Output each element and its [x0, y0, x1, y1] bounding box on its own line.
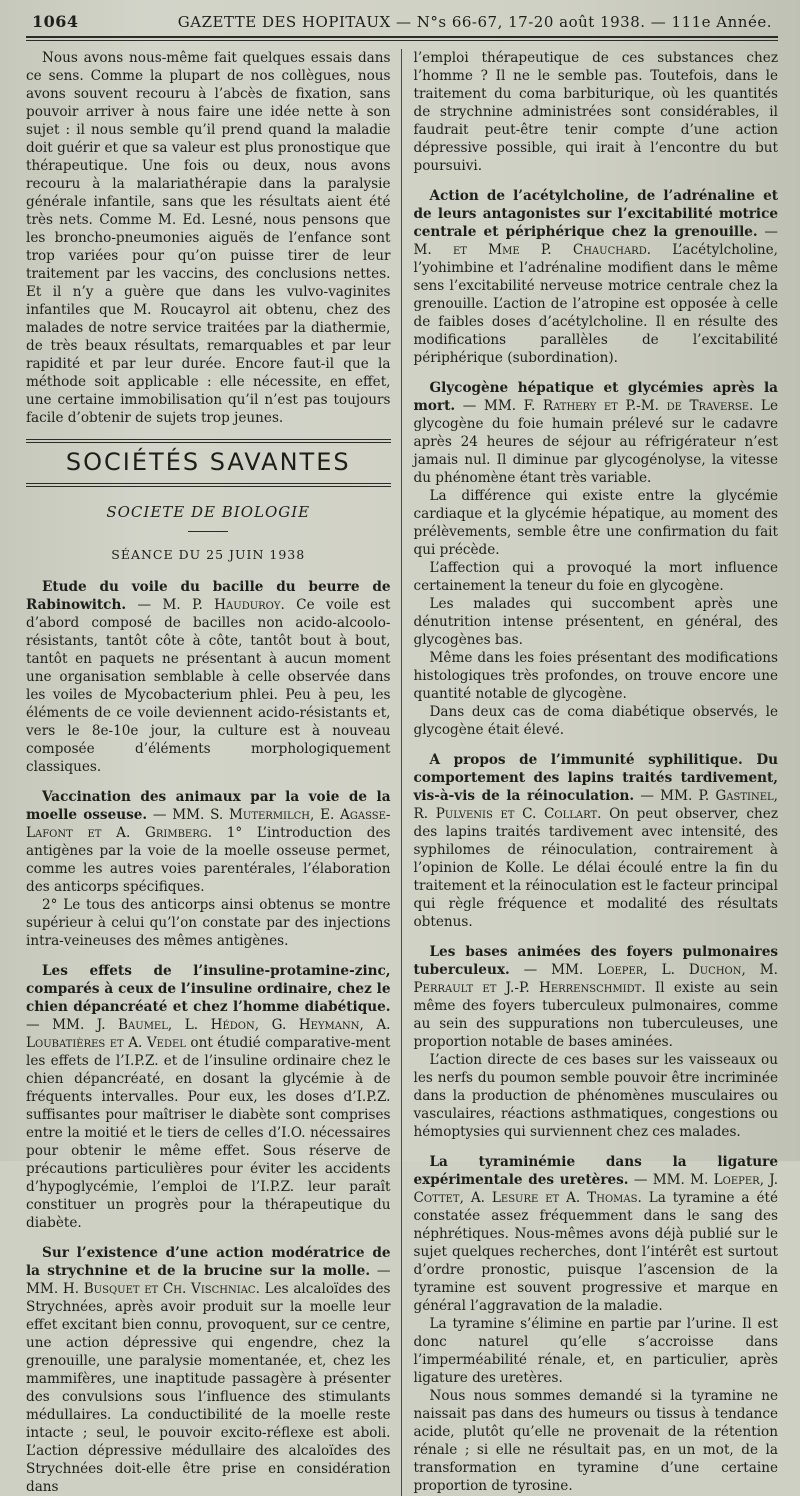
- section-title: SOCIÉTÉS SAVANTES: [65, 448, 351, 476]
- continuation-paragraph: l’emploi thérapeutique de ces substances chez l’homme ? Il ne le semble pas. Toutefois, dans le traitement du coma barbiturique, où les quantités de strychnine administrées sont considérables, il faudrait peut-être tenir compte d’une action dépressive possible, qui irait à l’encontre du but poursuivi.: [413, 50, 778, 174]
- entry-immunite: [414, 751, 779, 931]
- page-number: 1064: [32, 12, 79, 31]
- society-name: SOCIETE DE BIOLOGIE: [106, 503, 311, 521]
- entry-text: Ce voile est d’abord composé de bacilles non acido-alcoolo-résistants, tantôt côte à côte, tantôt bout à bout, tantôt en paquets ne présentant à aucun moment une organisation semblable à celle observée dans les voiles de Mycobacterium phlei. Peu à peu, les éléments de ce voile deviennent acido-résistants et, vers le 8e-10e jour, la culture est à nouveau composée d’éléments morphologiquement classiques.: [26, 597, 391, 775]
- entry-text: Le glycogène du foie humain prélevé sur le cadavre après 24 heures de séjour au réfrigérateur n’est jamais nul. Il diminue par glycogénolyse, la vitesse du phénomène étant très variable.: [413, 398, 778, 486]
- intro-paragraph: Nous avons nous-même fait quelques essais dans ce sens. Comme la plupart de nos collègues, nous avons souvent recouru à l’abcès de fixation, sans pouvoir arriver à nous faire une idée nette à son sujet : il nous semble qu’il prend quand la maladie doit guérir et que sa valeur est plus pronostique que thérapeutique. Une fois ou deux, nous avons recouru à la malariathérapie dans la paralysie générale infantile, sans que les résultats aient été très nets. Comme M. Ed. Lesné, nous pensons que les broncho-pneumonies aiguës de l’enfance sont trop variées pour qu’on puisse tirer de leur traitement par les vaccins, des conclusions nettes. Et il n’y a guère que dans les vulvo-vaginites infantiles que M. Roucayrol ait obtenu, chez des malades de notre service traitées par la diathermie, de très beaux résultats, remarquables et par leur rapidité et par leur durée. Encore faut-il que la méthode soit applicable : elle nécessite, en effet, une certaine immobilisation qu’il n’est pas toujours facile d’obtenir de sujets trop jeunes.: [26, 50, 391, 426]
- section-rule-top-2: [26, 442, 391, 443]
- entry-bases: [414, 943, 779, 1141]
- entry-authors: — MM. S. Mutermilch, E. Agasse-Lafont et A. Grimberg.: [26, 807, 391, 841]
- entry-paragraph: La différence qui existe entre la glycémie cardiaque et la glycémie hépatique, au moment des prélèvements, semble être une confirmation du fait qui précède.: [413, 488, 778, 558]
- section-rule-bottom-2: [26, 486, 391, 487]
- entry-text: 1° L’introduction des antigènes par la voie de la moelle osseuse permet, comme les autres voies parentérales, l’élaboration des anticorps spécifiques.: [26, 825, 391, 895]
- running-header: [26, 12, 778, 34]
- entry-text: L’acétylcholine, l’yohimbine et l’adrénaline modifient dans le même sens l’excitabilité nerveuse motrice centrale chez la grenouille. L’action de l’atropine est opposée à celle de faibles doses d’acétylcholine. Il en résulte des modifications parallèles de l’excitabilité périphérique (subordination).: [413, 242, 778, 366]
- header-rule: [26, 36, 778, 41]
- entry-authors: — MM. M. Loeper, J. Cottet, A. Lesure et A. Thomas.: [413, 1172, 779, 1206]
- entry-glycogene: [414, 379, 779, 739]
- right-column: [401, 49, 779, 1496]
- entry-text: Les alcaloïdes des Strychnées, après avoir produit sur la moelle leur effet excitant bien connu, provoquent, sur ce centre, une action dépressive qui engendre, chez la grenouille, une paralysie momentanée, et, chez les mammifères, une inaptitude passagère à présenter des convulsions sous l’influence des stimulants médullaires. La conductibilité de la moelle reste intacte ; seul, le pouvoir excito-réflexe est aboli. L’action dépressive médullaire des alcaloïdes des Strychnées doit-elle être prise en considération dans: [26, 1281, 391, 1495]
- entry-paragraph: La tyramine s’élimine en partie par l’urine. Il est donc naturel qu’elle s’accroisse dans l’imperméabilité rénale, et, en particulier, après ligature des uretères.: [413, 1316, 778, 1386]
- left-column: [26, 49, 401, 1496]
- section-rule-top: [26, 439, 391, 440]
- entry-authors: — MM. J. Baumel, L. Hédon, G. Heymann, A. Loubatières et A. Vedel: [26, 1017, 391, 1051]
- entry-text: La tyramine a été constatée assez fréquemment dans le sang des néphrétiques. Nous-mêmes avons déjà publié sur le sujet quelques recherches, dont l’intérêt est surtout d’ordre pronostic, puisque l’ascension de la tyramine est souvent progressive et marque en général l’aggravation de la maladie.: [413, 1190, 778, 1314]
- entry-text: On peut observer, chez des lapins traités tardivement avec intensité, des syphilomes de réinoculation, contrairement à l’opinion de Kolle. Le délai écoulé entre la fin du traitement et la réinoculation est le facteur principal qui règle fréquence et modalité des résultats obtenus.: [413, 806, 778, 930]
- entry-title: Vaccination des animaux par la voie de la moelle osseuse.: [26, 789, 391, 823]
- entry-acetylcholine: [414, 187, 779, 367]
- entry-authors: — MM. H. Busquet et Ch. Vischniac.: [26, 1263, 391, 1297]
- entry-paragraph: Dans deux cas de coma diabétique observés, le glycogène était élevé.: [413, 704, 778, 738]
- entry-text-extra: 2° Le tous des anticorps ainsi obtenus se montre supérieur à celui qu’l’on constate par des injections intra-veineuses des mêmes antigènes.: [26, 897, 391, 949]
- entry-title: Etude du voile du bacille du beurre de Rabinowitch.: [26, 579, 391, 613]
- seance-date: SÉANCE DU 25 JUIN 1938: [111, 547, 306, 562]
- entry-paragraph: Même dans les foies présentant des modifications histologiques très profondes, on trouve encore une quantité notable de glycogène.: [413, 650, 778, 702]
- journal-line: GAZETTE DES HOPITAUX — N°s 66-67, 17-20 août 1938. — 111e Année.: [177, 13, 772, 31]
- entry-title: A propos de l’immunité syphilitique. Du comportement des lapins traités tardivement, vis-à-vis de la réinoculation.: [413, 752, 778, 804]
- entry-vaccination: [26, 788, 391, 950]
- columns: [26, 49, 778, 1496]
- entry-title: Les effets de l’insuline-protamine-zinc, comparés à ceux de l’insuline ordinaire, chez le chien dépancréaté et chez l’homme diabétique.: [26, 963, 391, 1015]
- entry-text: Il existe au sein même des foyers tuberculeux pulmonaires, comme au sein des suppurations non tuberculeuses, une proportion notable de bases aminées.: [413, 980, 778, 1050]
- entry-authors: — MM. Loeper, L. Duchon, M. Perrault et J.-P. Herrenschmidt.: [413, 962, 778, 996]
- entry-strychnine: [26, 1244, 391, 1496]
- entry-authors: — MM. F. Rathery et P.-M. de Traverse.: [462, 398, 754, 414]
- entry-title: Action de l’acétylcholine, de l’adrénaline et de leurs antagonistes sur l’excitabilité motrice centrale et périphérique chez la grenouille.: [413, 188, 778, 240]
- entry-title: Les bases animées des foyers pulmonaires tuberculeux.: [413, 944, 778, 978]
- entry-authors: — MM. P. Gastinel, R. Pulvenis et C. Collart.: [413, 788, 778, 822]
- entry-title: Sur l’existence d’une action modératrice de la strychnine et de la brucine sur la molle.: [26, 1245, 391, 1279]
- entry-text: ont étudié comparative-ment les effets de l’I.P.Z. et de l’insuline ordinaire chez le chien dépancréaté, en dosant la glycémie à de fréquents intervalles. Pour eux, les doses d’I.P.Z. suffisantes pour maîtriser le diabète sont comprises entre la moitié et le tiers de celles d’I.O. nécessaires pour obtenir le même effet. Sous réserve de précautions particulières pour éviter les accidents d’hypoglycémie, l’emploi de l’I.P.Z. leur paraît constituer un progrès pour la thérapeutique du diabète.: [26, 1035, 391, 1231]
- entry-rabinowitch: [26, 578, 391, 776]
- entry-paragraph: Nous nous sommes demandé si la tyramine ne naissait pas dans des humeurs ou tissus à tendance acide, plutôt qu’elle ne provenait de la rétention rénale ; si elle ne résultait pas, en un mot, de la transformation en tyramine d’une certaine proportion de tyrosine.: [413, 1388, 778, 1494]
- entry-paragraph: L’action directe de ces bases sur les vaisseaux ou les nerfs du poumon semble pouvoir être incriminée dans la production de phénomènes musculaires ou vasculaires, réactions asthmatiques, congestions ou hémoptysies qui surviennent chez ces malades.: [413, 1052, 778, 1140]
- entry-insuline: [26, 962, 391, 1232]
- section-rule-bottom: [26, 483, 391, 484]
- entry-authors: — M. et Mme P. Chauchard.: [413, 224, 778, 258]
- entry-title: Glycogène hépatique et glycémies après la mort.: [413, 380, 778, 414]
- entry-tyraminemie: [414, 1153, 779, 1495]
- entry-paragraph: Les malades qui succombent après une dénutrition intense présentent, en général, des glycogènes bas.: [413, 596, 778, 648]
- entry-paragraph: L’affection qui a provoqué la mort influence certainement la teneur du foie en glycogène.: [413, 560, 778, 594]
- entry-authors: — M. P. Hauduroy.: [137, 597, 285, 613]
- short-rule: [188, 531, 228, 532]
- entry-title: La tyraminémie dans la ligature expérimentale des uretères.: [413, 1154, 778, 1188]
